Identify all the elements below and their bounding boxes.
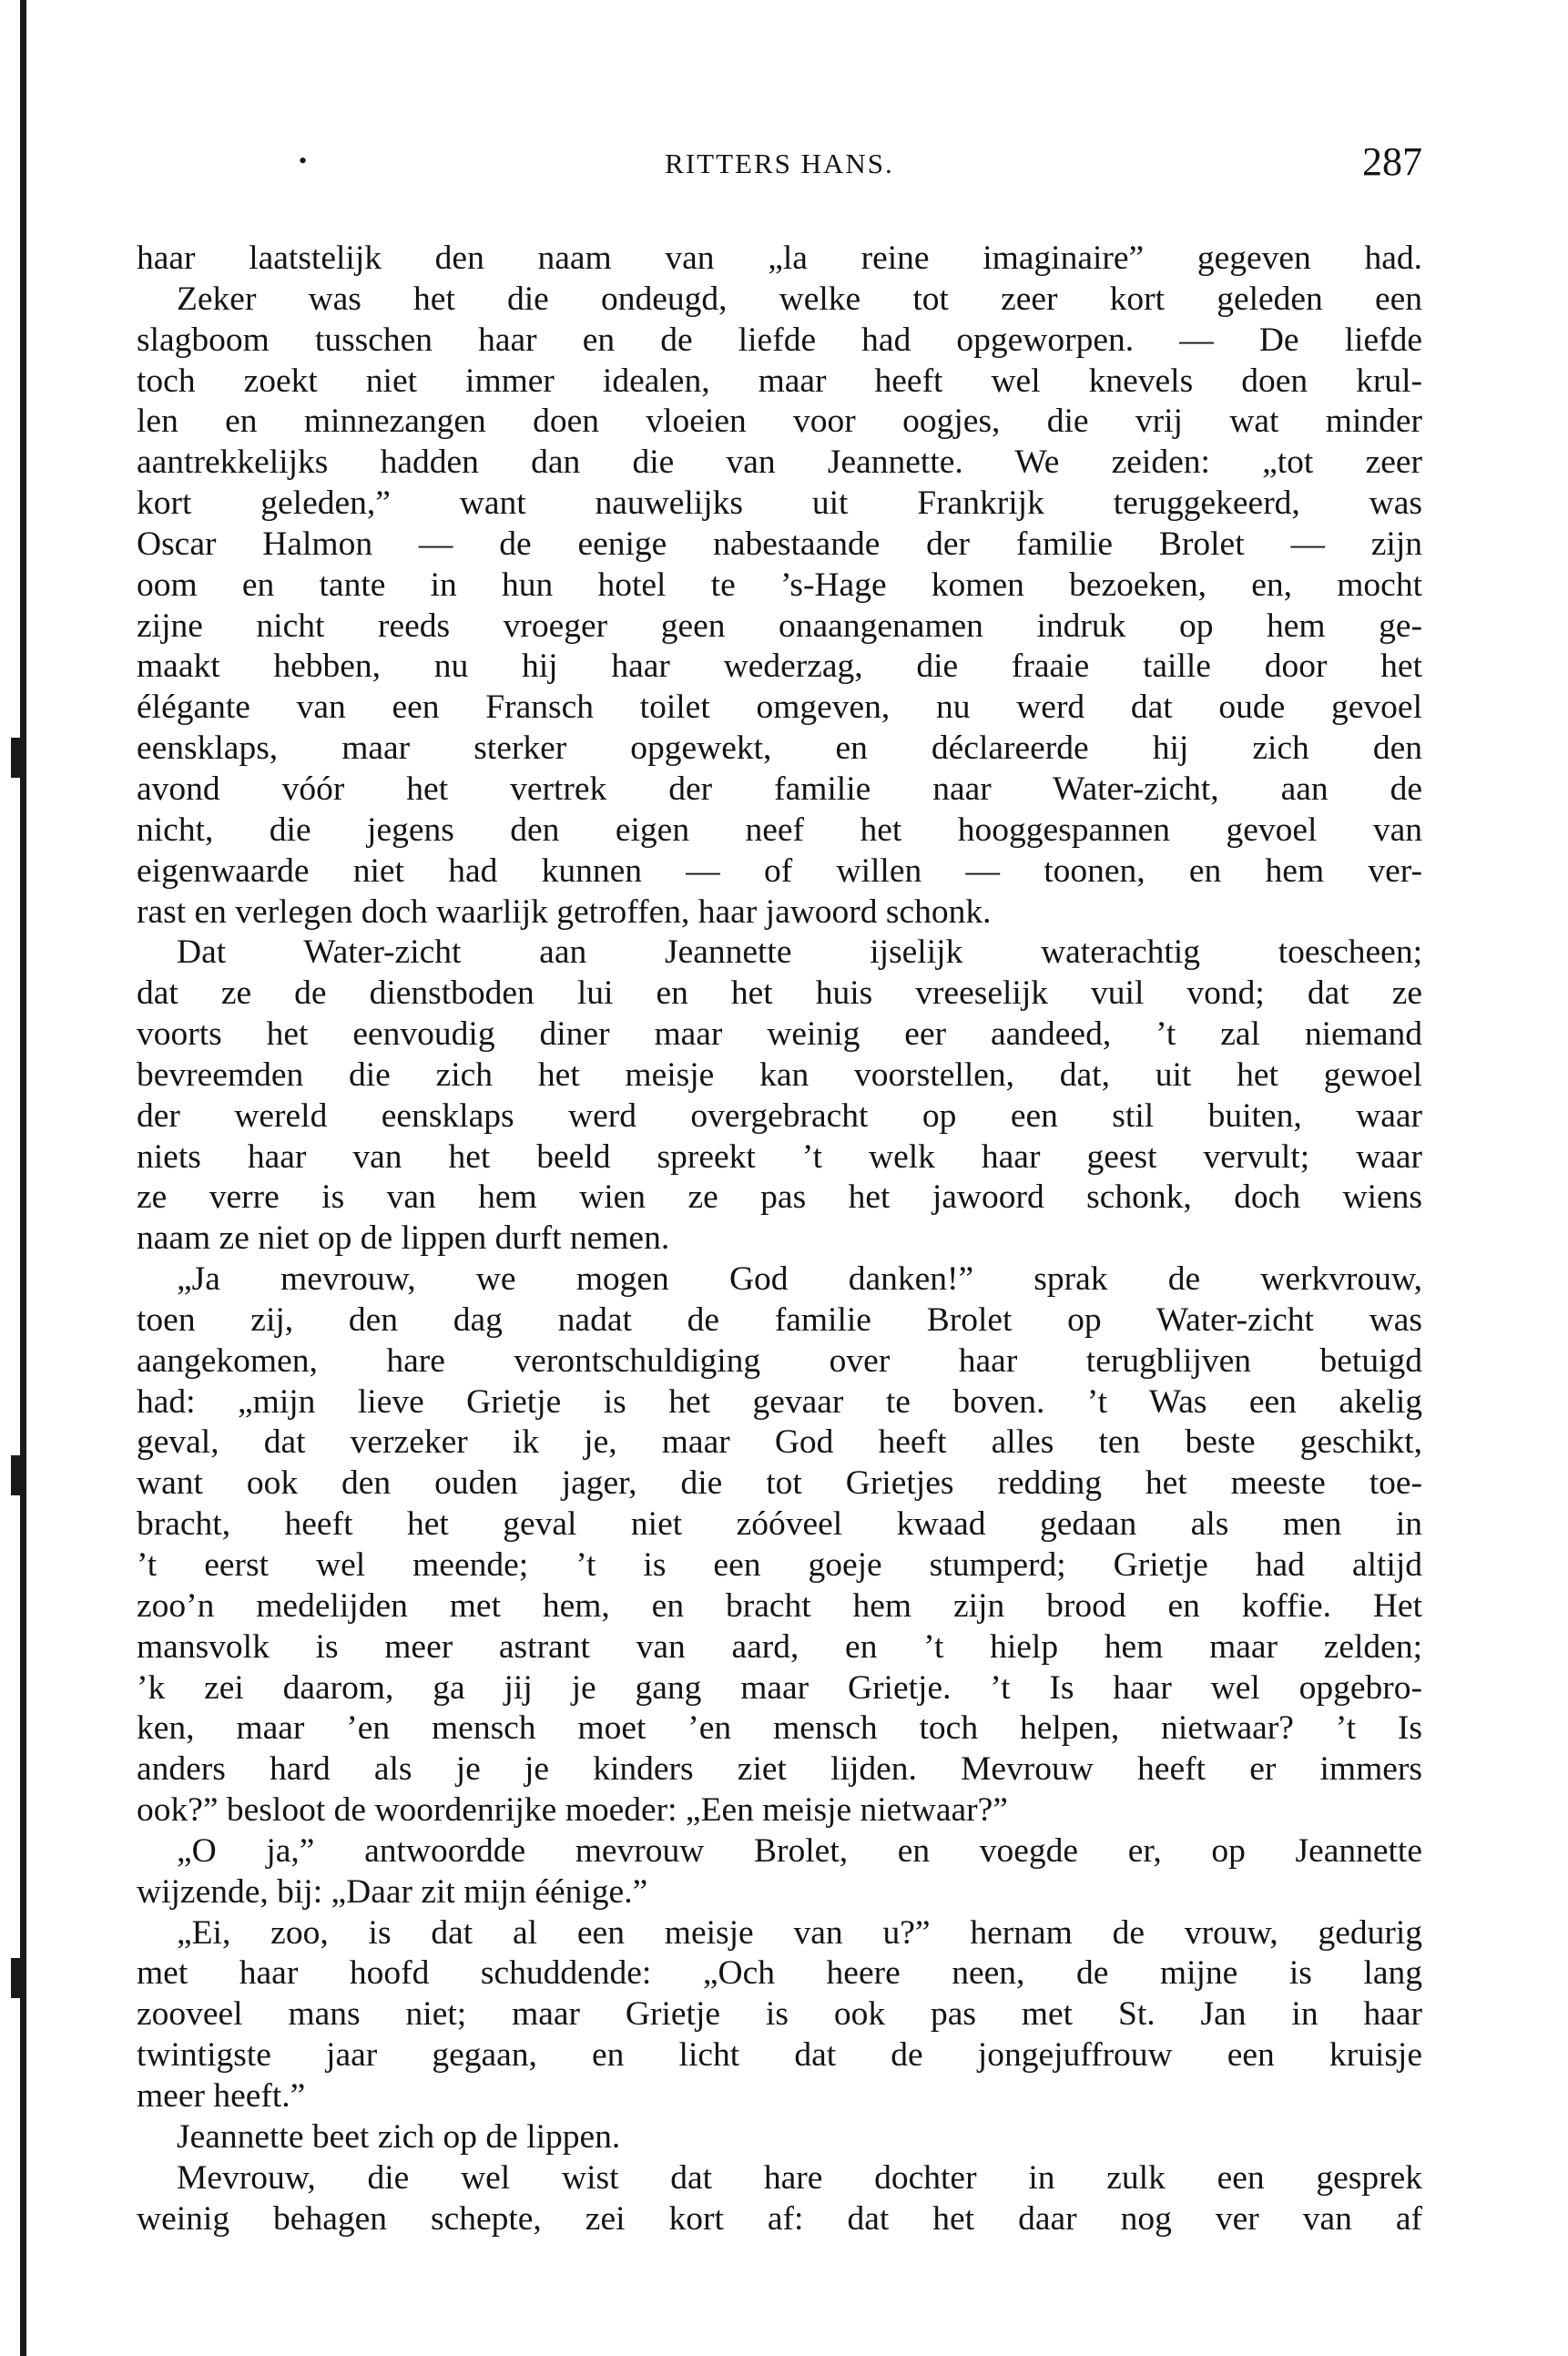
text-line: zijne nicht reeds vroeger geen onaangenamen indruk op hem ge- — [137, 607, 1422, 645]
text-line: met haar hoofd schuddende: „Och heere neen, de mijne is lang — [137, 1954, 1422, 1993]
text-line: „Ei, zoo, is dat al een meisje van u?” hernam de vrouw, gedurig — [177, 1913, 1422, 1952]
text-line: Zeker was het die ondeugd, welke tot zeer kort geleden een — [177, 280, 1422, 318]
text-line: Oscar Halmon — de eenige nabestaande der familie Brolet — zijn — [137, 525, 1422, 563]
text-line: „O ja,” antwoordde mevrouw Brolet, en voegde er, op Jeannette — [177, 1831, 1422, 1870]
text-line: kort geleden,” want nauwelijks uit Frankrijk teruggekeerd, was — [137, 484, 1422, 523]
text-line: voorts het eenvoudig diner maar weinig eer aandeed, ’t zal niemand — [137, 1015, 1422, 1054]
text-line: niets haar van het beeld spreekt ’t welk haar geest vervult; waar — [137, 1137, 1422, 1176]
text-line: haar laatstelijk den naam van „la reine imaginaire” gegeven had. — [137, 240, 1422, 277]
text-line: len en minnezangen doen vloeien voor oogjes, die vrij wat minder — [137, 403, 1422, 441]
page-number: 287 — [1362, 139, 1422, 184]
text-line: der wereld eensklaps werd overgebracht op een stil buiten, waar — [137, 1096, 1422, 1135]
text-line: nicht, die jegens den eigen neef het hooggespannen gevoel van — [137, 811, 1422, 849]
text-line: mansvolk is meer astrant van aard, en ’t hielp hem maar zelden; — [137, 1627, 1422, 1666]
text-line: ’k zei daarom, ga jij je gang maar Grietje. ’t Is haar wel opgebro- — [137, 1668, 1422, 1707]
text-line: bracht, heeft het geval niet zóóveel kwaad gedaan als men in — [137, 1505, 1422, 1544]
text-line: ook?” besloot de woordenrijke moeder: „Een meisje nietwaar?” — [137, 1791, 1008, 1830]
text-line: twintigste jaar gegaan, en licht dat de jongejuffrouw een kruisje — [137, 2036, 1422, 2075]
body-text — [137, 239, 1422, 2239]
text-line: maakt hebben, nu hij haar wederzag, die fraaie taille door het — [137, 648, 1422, 686]
text-line: anders hard als je je kinders ziet lijden. Mevrouw heeft er immers — [137, 1750, 1422, 1789]
text-line: slagboom tusschen haar en de liefde had opgeworpen. — De liefde — [137, 321, 1422, 359]
text-line: élégante van een Fransch toilet omgeven, nu werd dat oude gevoel — [137, 688, 1422, 727]
text-line: bevreemden die zich het meisje kan voorstellen, dat, uit het gewoel — [137, 1056, 1422, 1094]
text-line: Dat Water-zicht aan Jeannette ijselijk waterachtig toescheen; — [177, 933, 1422, 972]
text-line: had: „mijn lieve Grietje is het gevaar te boven. ’t Was een akelig — [137, 1382, 1422, 1421]
text-line: dat ze de dienstboden lui en het huis vreeselijk vuil vond; dat ze — [137, 974, 1422, 1013]
text-line: rast en verlegen doch waarlijk getroffen, haar jawoord schonk. — [137, 892, 992, 931]
text-line: geval, dat verzeker ik je, maar God heeft alles ten beste geschikt, — [137, 1423, 1422, 1462]
running-title: RITTERS HANS. — [665, 148, 894, 179]
text-line: avond vóór het vertrek der familie naar Water-zicht, aan de — [137, 770, 1422, 808]
scan-binding-edge — [20, 0, 26, 2356]
text-line: naam ze niet op de lippen durft nemen. — [137, 1219, 670, 1258]
text-line: want ook den ouden jager, die tot Grietjes redding het meeste toe- — [137, 1464, 1422, 1503]
header-bullet: • — [299, 148, 308, 174]
text-line: oom en tante in hun hotel te ’s-Hage komen bezoeken, en, mocht — [137, 566, 1422, 604]
text-line: aantrekkelijks hadden dan die van Jeannette. We zeiden: „tot zeer — [137, 444, 1422, 482]
text-line: Mevrouw, die wel wist dat hare dochter in zulk een gesprek — [177, 2158, 1422, 2197]
text-line: eigenwaarde niet had kunnen — of willen — toonen, en hem ver- — [137, 852, 1422, 890]
text-line: ’t eerst wel meende; ’t is een goeje stumperd; Grietje had altijd — [137, 1546, 1422, 1584]
text-line: zooveel mans niet; maar Grietje is ook pas met St. Jan in haar — [137, 1995, 1422, 2034]
scan-edge-mark — [11, 738, 22, 778]
text-line: ze verre is van hem wien ze pas het jawoord schonk, doch wiens — [137, 1178, 1422, 1217]
text-line: toen zij, den dag nadat de familie Brolet op Water-zicht was — [137, 1300, 1422, 1339]
text-line: meer heeft.” — [137, 2076, 306, 2115]
text-line: Jeannette beet zich op de lippen. — [177, 2117, 621, 2156]
text-line: aangekomen, hare verontschuldiging over haar terugblijven betuigd — [137, 1341, 1422, 1380]
text-line: toch zoekt niet immer idealen, maar heeft wel knevels doen krul- — [137, 362, 1422, 400]
text-line: ken, maar ’en mensch moet ’en mensch toch helpen, nietwaar? ’t Is — [137, 1709, 1422, 1748]
text-line: eensklaps, maar sterker opgewekt, en déclareerde hij zich den — [137, 729, 1422, 768]
page-header — [137, 135, 1422, 189]
scan-edge-mark — [11, 1958, 22, 1998]
text-line: wijzende, bij: „Daar zit mijn éénige.” — [137, 1872, 648, 1911]
text-line: weinig behagen schepte, zei kort af: dat het daar nog ver van af — [137, 2199, 1422, 2238]
scan-edge-mark — [11, 1455, 22, 1495]
text-line: zoo’n medelijden met hem, en bracht hem zijn brood en koffie. Het — [137, 1586, 1422, 1625]
text-line: „Ja mevrouw, we mogen God danken!” sprak de werkvrouw, — [177, 1260, 1422, 1299]
